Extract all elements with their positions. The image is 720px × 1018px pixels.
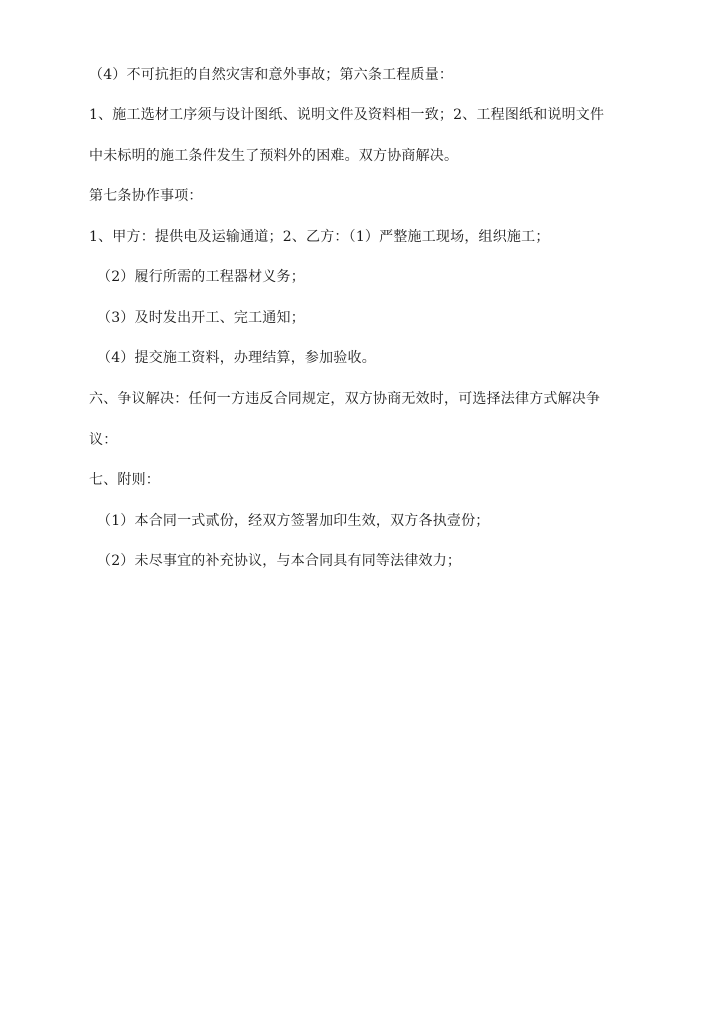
text-line-2: 1、施工选材工序须与设计图纸、说明文件及资料相一致；2、工程图纸和说明文件 [89, 107, 605, 123]
text-line-3: 中未标明的施工条件发生了预料外的困难。双方协商解决。 [89, 148, 459, 164]
text-line-11: 七、附则： [89, 472, 160, 488]
text-line-7: （3）及时发出开工、完工通知； [97, 310, 305, 326]
text-line-4: 第七条协作事项： [89, 188, 203, 204]
text-line-6: （2）履行所需的工程器材义务； [97, 269, 305, 285]
text-line-10: 议： [89, 432, 118, 448]
text-line-13: （2）未尽事宜的补充协议，与本合同具有同等法律效力； [97, 553, 462, 569]
text-line-1: （4）不可抗拒的自然灾害和意外事故；第六条工程质量： [89, 67, 454, 83]
text-line-12: （1）本合同一式贰份，经双方签署加印生效，双方各执壹份； [97, 513, 490, 529]
text-line-5: 1、甲方：提供电及运输通道；2、乙方：（1）严整施工现场，组织施工； [89, 229, 550, 245]
text-line-8: （4）提交施工资料，办理结算，参加验收。 [97, 350, 376, 366]
text-line-9: 六、争议解决：任何一方违反合同规定，双方协商无效时，可选择法律方式解决争 [89, 391, 601, 407]
